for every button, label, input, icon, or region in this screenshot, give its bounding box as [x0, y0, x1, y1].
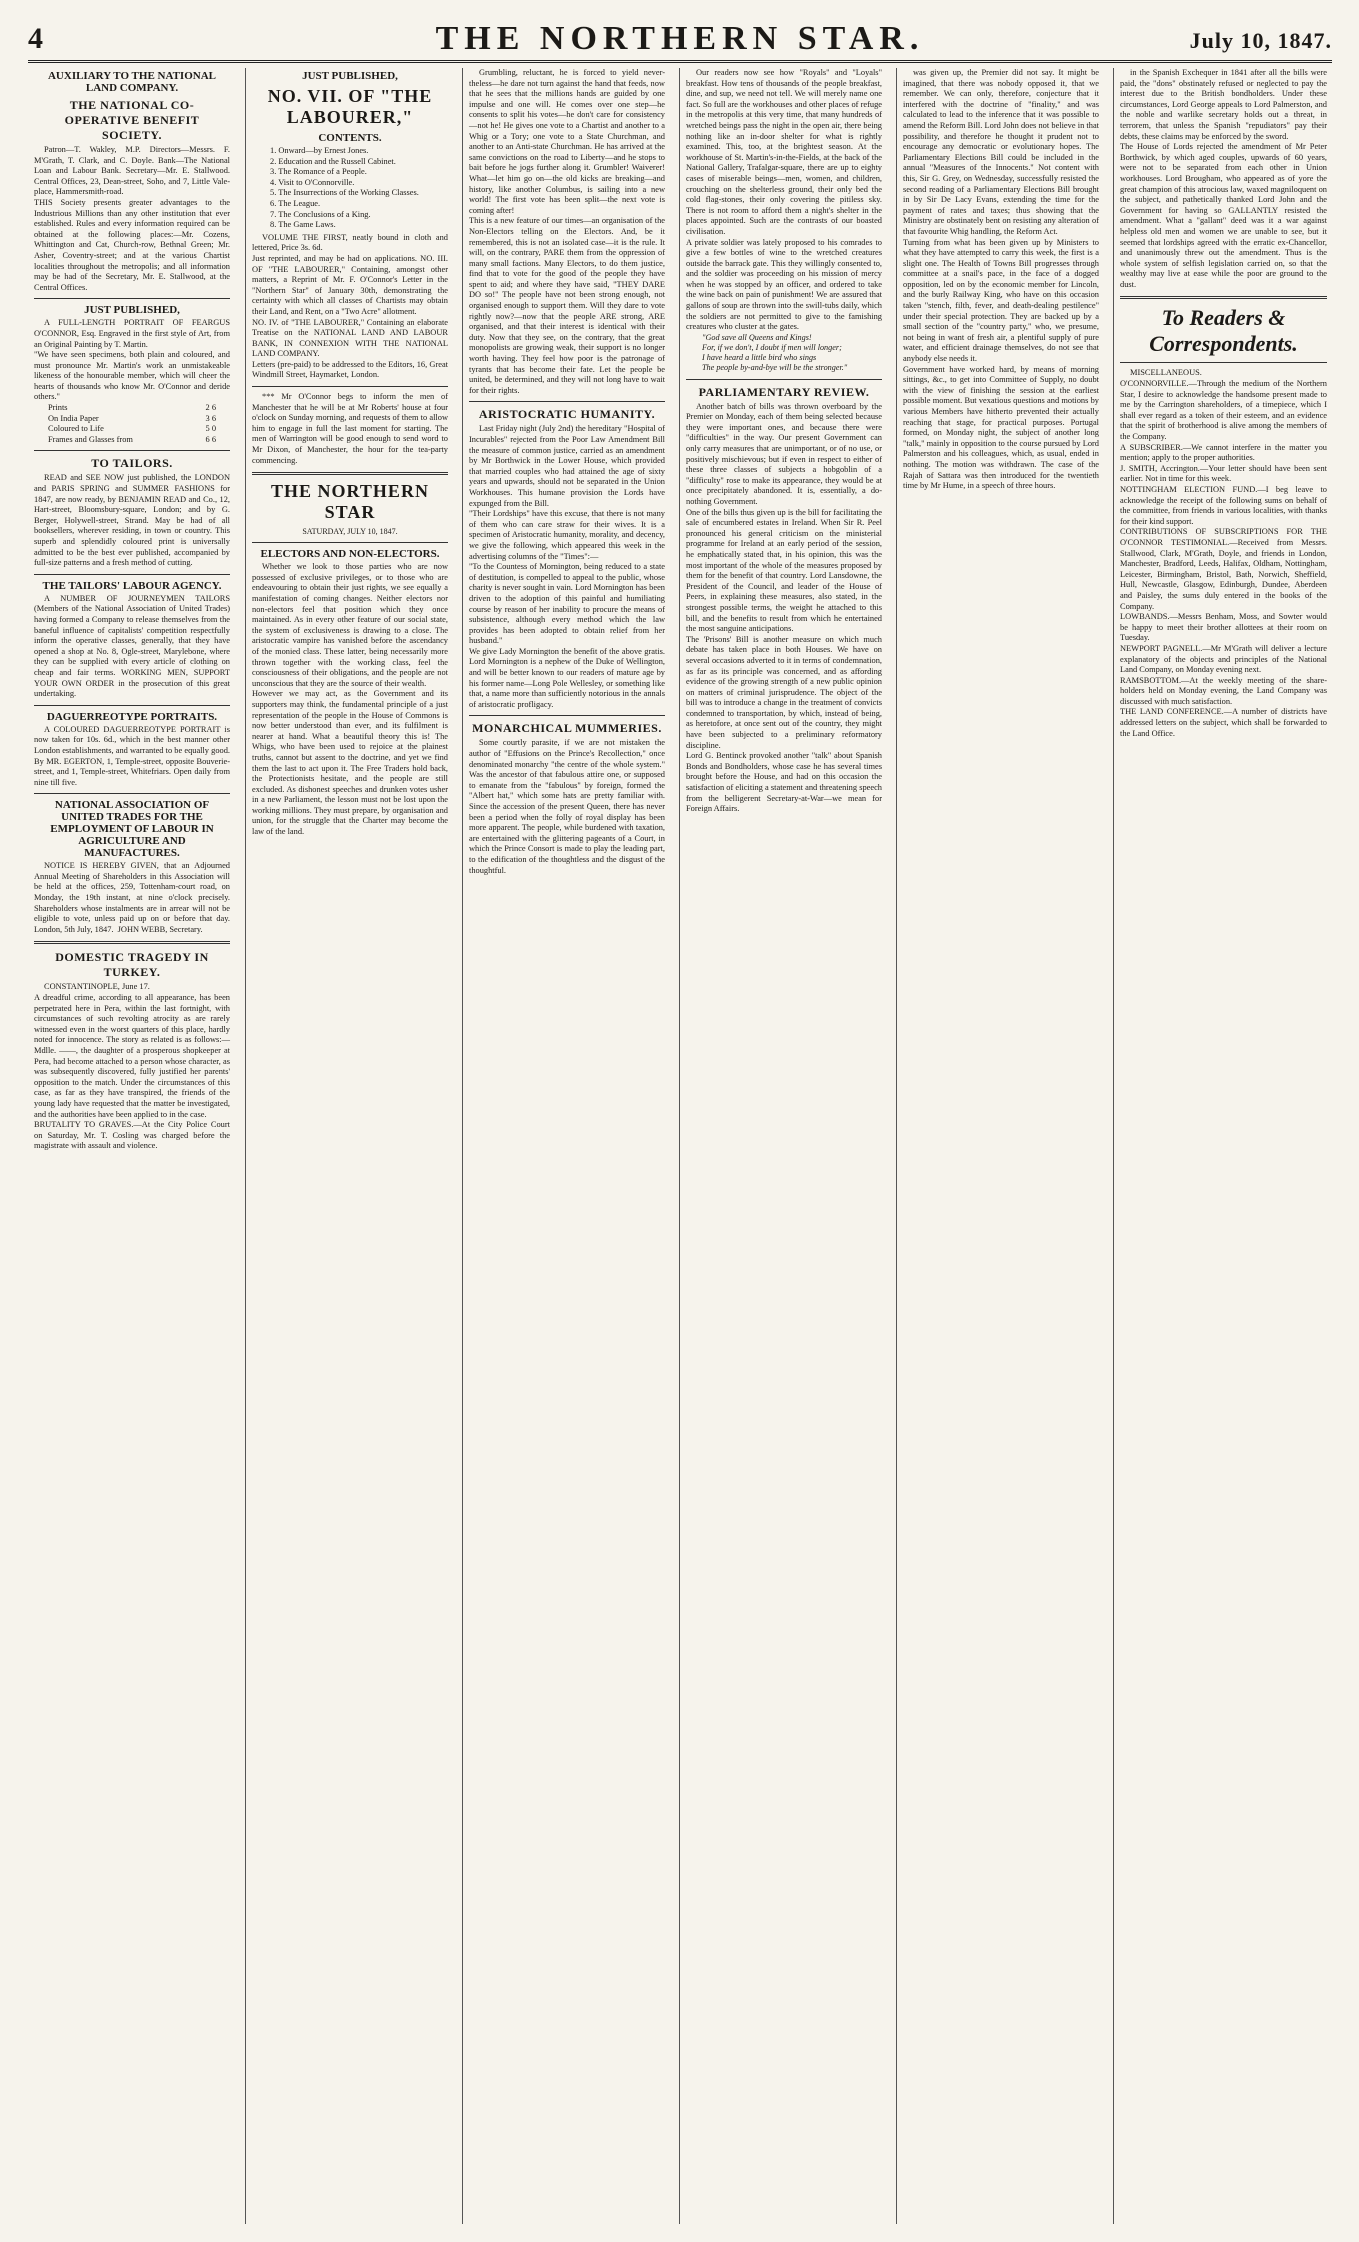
columns — [28, 68, 1332, 2224]
poem: "God save all Queens and Kings! For, if we don't, I doubt if men will longer; I have heard a little bird who sings The people by-and-bye will be the stronger." — [702, 332, 848, 373]
paper-date: SATURDAY, JULY 10, 1847. — [302, 527, 398, 537]
notice-body: *** Mr O'Connor begs to inform the men of Manchester that he will be at Mr Roberts' house at four o'clock on Sunday morning, and requests of them to allow him to engage in full the last moment for starting. The men of Warrington will be good enough to send word to Mr Dixon, of Manchester, the hour for the tea-party commencing. — [252, 392, 451, 465]
divider — [34, 941, 230, 944]
article-body: Grumbling, reluctant, he is forced to yield never-theless—he dare not turn against the hand that feeds, now that he sees that the millions hands are guided by one impulse and one will. He comes over one step—he consents to split his votes—he don't care for consistency—not he! He gives one vote to a Chartist and another to a Whig or a Tory; one vote to a State Churchman, and another to an Anti-state Churchman. He has arrived at the same convictions on the road to Liberty—and he stops to bait before he jogs further along it. Grumbler! Waiverer! What—let him go on—the old kicks are breaking—and history, like another Columbus, is sailing into a new world! The first vote has been split—the next vote is coming after! This is a new feature of our times—an organisation of the Non-Electors telling on the Electors. And, be it remembered, this is not an isolated case—it is the rule. It will, on the contrary, PARE them from the oppression of many small factions. Many Electors, to do them justice, find that to vote for the good of the people they have spent to aid; and where they have said, "THEY DARE DO so!" The people have not been strong enough, not organised enough to support them. Will they dare to vote rightly now?—now that the people ARE strong, ARE organised, and that their interest is identical with their duty. Now that they see, on the contrary, that the great monopolists are growing weak, their support is no longer worth having. They feel how poor is the patronage of tyrants that has become their fate. Let the people be united, be determined, and they will not long have to wait for their rights. — [469, 68, 665, 395]
monarchical-heading: MONARCHICAL MUMMERIES. — [472, 721, 662, 736]
price-row: On India Paper 3 6 — [48, 413, 216, 423]
newspaper-title: THE NORTHERN STAR. — [435, 20, 925, 57]
column-5 — [896, 68, 1105, 2224]
divider — [469, 715, 665, 716]
just-published-heading: JUST PUBLISHED, — [84, 304, 180, 317]
parliamentary-heading: PARLIAMENTARY REVIEW. — [698, 384, 870, 399]
tailors-heading: TO TAILORS. — [91, 456, 173, 471]
price-list — [34, 403, 230, 445]
aristocratic-heading: ARISTOCRATIC HUMANITY. — [478, 407, 656, 422]
daguerreotype-heading: DAGUERREOTYPE PORTRAITS. — [46, 710, 218, 723]
price-row: Prints 2 6 — [48, 403, 216, 413]
divider — [34, 450, 230, 451]
society-body: Patron—T. Wakley, M.P. Directors—Messrs. F. M'Grath, T. Clark, and C. Doyle. Bank—The National Loan and Labour Bank. Secretary—Mr. E. Stallwood. Central Offices, 23, Dean-street, Soho, and 7, Little Vale-place, Hammersmith-road. THIS Society presents greater advantages to the Industrious Millions than any other institution that ever established. Rules and every information required can be obtained at the following places:—Mr. Cozens, Whittington and Cat, Church-row, Bethnal Green; Mr. Asher, Coventry-street; and at the various Chartist localities throughout the metropolis; and all information may be had of the Secretary, Mr. E. Stallwood, at the Central Offices. — [34, 145, 230, 292]
divider — [252, 386, 448, 387]
contents-heading: CONTENTS. — [318, 132, 382, 144]
issue-date: July 10, 1847. — [1189, 28, 1332, 53]
price-row: Frames and Glasses from 6 6 — [48, 434, 216, 444]
column-2 — [245, 68, 454, 2224]
tailors-assoc-heading: THE TAILORS' LABOUR AGENCY. — [42, 579, 222, 592]
column-1 — [28, 68, 236, 2224]
paper-title: THE NORTHERN STAR — [271, 481, 429, 523]
divider — [252, 472, 448, 475]
volume-body: VOLUME THE FIRST, neatly bound in cloth and lettered, Price 3s. 6d. Just reprinted, and may be had on applications. NO. III. OF "THE LABOURER," Containing, amongst other matters, a Reprint of Mr. F. O'Connor's Letter in the "Northern Star" of January 30th, demonstrating the certainty with which all classes of Chartists may obtain their Land, and Rent, on a "Two Acre" allotment. NO. IV. of "THE LABOURER," Containing an elaborate Treatise on the NATIONAL LAND AND LABOUR BANK, IN CONNEXION WITH THE NATIONAL LAND COMPANY. Letters (pre-paid) to be addressed to the Editors, 16, Great Windmill Street, Haymarket, London. — [252, 232, 448, 380]
engraving-body: A FULL-LENGTH PORTRAIT OF FEARGUS O'CONNOR, Esq. Engraved in the first style of Art, from an Original Painting by T. Martin. "We have seen specimens, both plain and coloured, and must pronounce Mr. Martin's work an unmistakeable likeness of the honourable member, which will cheer the hearts of thousands who know Mr. O'Connor and deride others." — [34, 318, 230, 402]
list-item: 8. The Game Laws. — [270, 220, 336, 230]
aux-heading: AUXILIARY TO THE NATIONAL LAND COMPANY. — [47, 70, 216, 94]
divider — [252, 542, 448, 543]
page-number: 4 — [28, 22, 43, 55]
article-body: Our readers now see how "Royals" and "Loyals" breakfast. How tens of thousands of the people breakfast, dine, and sup, we need not tell. We will merely name one fact. So full are the workhouses and other places of refuge in the metropolis at this very time, that many hundreds of wretched beings pass the night in the open air, there being nothing like an in-door shelter for what is rightly examined. This, too, at the brightest season. At the workhouse of St. Martin's-in-the-Fields, at the back of the National Gallery, Trafalgar-square, there are up to eighty cases of miserable beings—men, women, and children, crouching on the shelterless ground, their only bed the cold flag-stones, their only covering the pitiless sky. There is not room to afford them a night's shelter in the places appointed. Such are the contrasts of our boasted civilisation. A private soldier was lately proposed to his comrades to give a few bottles of wine to the wretched creatures outside the barrack gate. This they willingly consented to, and the soldier was proceeding on his mission of mercy when he was stopped by an officer, and ordered to take the wine back on pain of punishment! We are assured that gallons of soup are thrown into the swill-tubs daily, which the soldiers are not permitted to give to the famishing creatures who cluster at the gates. — [686, 68, 882, 332]
correspondents-heading: To Readers & Correspondents. — [1149, 305, 1298, 357]
list-item: 1. Onward—by Ernest Jones. — [270, 146, 369, 155]
labourer-title: NO. VII. OF "THE LABOURER," — [267, 86, 433, 127]
masthead — [28, 18, 1332, 63]
newspaper-page — [28, 18, 1332, 2224]
divider — [34, 298, 230, 299]
column-3 — [462, 68, 671, 2224]
divider — [1120, 296, 1327, 299]
tailors-body: READ and SEE NOW just published, the LONDON and PARIS SPRING and SUMMER FASHIONS for 1847, are now ready, by BENJAMIN READ and Co., 12, Hart-street, Bloomsbury-square, London; and by G. Berger, Holywell-street, Strand. May be had of all booksellers, wherever residing, in town or country. This superb and splendidly coloured print is universally admitted to be the best ever published, accompanied by full-size patterns and a fresh method of cutting. — [34, 473, 233, 568]
divider — [1120, 362, 1327, 363]
national-assoc-heading: NATIONAL ASSOCIATION OF UNITED TRADES FOR THE EMPLOYMENT OF LABOUR IN AGRICULTURE AND MANUFACTURES. — [50, 799, 214, 860]
divider — [469, 401, 665, 402]
national-assoc-body: NOTICE IS HEREBY GIVEN, that an Adjourned Annual Meeting of Shareholders in this Association will be held at the offices, 259, Tottenham-court road, on Monday, the 19th instant, at nine o'clock precisely. Shareholders whose instalments are in arrear will not be eligible to vote, unless paid up on or before that day. London, 5th July, 1847. JOHN WEBB, Secretary. — [34, 861, 233, 934]
article-body: was given up, the Premier did not say. It might be imagined, that there was nobody opposed it, that we remember. We can only, therefore, conjecture that it interfered with the doctrine of "finality," and was calculated to lead to the inference that it was possible to amend the Reform Bill. Lord John does not believe in that possibility, and therefore he thought it prudent not to encourage any democratic or evolutionary hopes. The Parliamentary Elections Bill could be included in the annual "Measures of the Innocents." Not content with this, Sir G. Grey, on Wednesday, successfully resisted the second reading of a Parliamentary Elections Bill brought in by Sir De Lacy Evans, extending the time for the payment of rates and taxes; thus showing that the Ministry are obstinately bent on resisting any alteration of that favourite Whig handling, the Reform Act. Turning from what has been given up by Ministers to what they have attempted to carry this week, the first is a slight one. The Health of Towns Bill progresses through committee at a snail's pace, in the face of a dogged opposition, led on by the economic member for Lincoln, and the burly Railway King, who have on this occasion taken "stench, filth, fever, and death-dealing pestilence" under their special protection. They are backed up by a small section of the "country party," who, we presume, not being in want of fresh air, a plentiful supply of pure water, and efficient drainage themselves, do not see that anybody else needs it. Government have worked hard, by means of morning sittings, &c., to get into Committee of Supply, no doubt with the view of finishing the session at the earliest possible moment. But vexatious questions and motions by various Members have hitherto prevented their actually reaching that stage, for practical purposes. Portugal formed, on Monday night, the subject of another long "talk," mainly in opposition to the course pursued by Lord Palmerston and his colleagues, which, as usual, ended in nothing. The motion was withdrawn. The case of the Rajah of Sattara was then introduced for the twentieth time by Mr Hume, in a speech of three hours. — [903, 68, 1099, 491]
tailors-assoc-body: A NUMBER OF JOURNEYMEN TAILORS (Members of the National Association of United Trades) having formed a Company to release themselves from the baneful influence of capitalists' competition respectfully inform the operative classes, generally, that they have opened a shop at No. 8, Ogle-street, Marylebone, where they can be supplied with every article of clothing on cheap and fair terms. WORKING MEN, SUPPORT YOUR OWN ORDER in the prosecution of this great undertaking. — [34, 593, 233, 699]
aristocratic-body: Last Friday night (July 2nd) the hereditary "Hospital of Incurables" rejected from the Poor Law Amendment Bill the measure of common justice, carried as an amendment by Mr Borthwick in the Lower House, which provided that married couples who had attained the age of sixty years and upwards, should not be separated in the Union Workhouses. This humane provision the Lords have expunged from the Bill. "Their Lordships" have this excuse, that there is not many of them who can care straw for their wives. It is a specimen of Aristocratic humanity, morality, and decency, we give the following, which appeared this week in the advertising columns of the "Times":— "To the Countess of Mornington, being reduced to a state of destitution, is compelled to appeal to the public, whose charity is never sought in vain. Lord Mornington has been driven to the adoption of this painful and humiliating course by reason of her inability to procure the means of subsistence, although every method which the law provides has been adopted to obtain relief from her husband." We give Lady Mornington the benefit of the above gratis. Lord Mornington is a nephew of the Duke of Wellington, and will be better known to our readers of mature age by his former name—Long Pole Wellesley, or something like that, a name more than sufficiently notorious in the annals of aristocratic profligacy. — [469, 424, 665, 709]
electors-heading: ELECTORS AND NON-ELECTORS. — [260, 548, 440, 561]
daguerreotype-body: A COLOURED DAGUERREOTYPE PORTRAIT is now taken for 10s. 6d., which in the best manner other London establishments, and warranted to be equally good. By MR. EGERTON, 1, Temple-street, opposite Bouverie-street, and 1, Temple-street, Whitefriars. Open daily from nine till five. — [34, 724, 233, 787]
list-item: 5. The Insurrections of the Working Classes. — [270, 188, 419, 198]
column-4 — [679, 68, 888, 2224]
correspondents-body: MISCELLANEOUS. O'CONNORVILLE.—Through the medium of the Northern Star, I desire to acknowledge the handsome present made to me by the Carrington shareholders, of a timepiece, which I shall ever regard as a token of their esteem, and an evidence that the spirit of brotherhood is alive among the members of the Company. A SUBSCRIBER.—We cannot interfere in the matter you mention; apply to the proper authorities. J. SMITH, Accrington.—Your letter should have been sent earlier. Not in time for this week. NOTTINGHAM ELECTION FUND.—I beg leave to acknowledge the receipt of the following sums on behalf of the committee, from friends in various localities, with thanks for their kind support. CONTRIBUTIONS OF SUBSCRIPTIONS FOR THE O'CONNOR TESTIMONIAL.—Received from Messrs. Stallwood, Clark, M'Grath, Doyle, and friends in London, Manchester, Bradford, Leeds, Halifax, Oldham, Nottingham, Leicester, Birmingham, Bristol, Bath, Norwich, Sheffield, Hull, Newcastle, Glasgow, Edinburgh, Dundee, Aberdeen and Paisley, the sums duly entered in the books of the Company. LOWBANDS.—Messrs Benham, Moss, and Sowter would be happy to meet their brother allottees at their room on Tuesday. NEWPORT PAGNELL.—Mr M'Grath will deliver a lecture explanatory of the objects and principles of the National Land Company, on Monday evening next. RAMSBOTTOM.—At the weekly meeting of the share-holders held on Monday evening, the Land Company was discussed with much satisfaction. THE LAND CONFERENCE.—A number of districts have addressed letters on the subject, which shall be forwarded to the Land Office. — [1120, 368, 1327, 738]
list-item: 7. The Conclusions of a King. — [270, 209, 371, 219]
article-body: in the Spanish Exchequer in 1841 after all the bills were paid, the "dons" obstinately refused or neglected to pay the interest due to the British bondholders. Under these circumstances, Lord George appeals to Lord Palmerston, and the noble and warlike secretary holds out a threat, in terrorem, that unless the Spanish "repudiators" pay their debts, these claims may be enforced by the sword. The House of Lords rejected the amendment of Mr Peter Borthwick, by which aged couples, upwards of 60 years, were not to be separated from each other in Union workhouses. Lord Brougham, who appeared as of yore the great champion of this atrocious law, waxed magniloquent on the subject, and pathetically thanked Lord John and the Government for having so GALLANTLY resisted the amendment. What a "gallant" deed was it a war against helpless old men and women we are unable to see, but it seemed that lordships agreed with the erratic ex-Chancellor, and unanimously threw out the amendment. Thus is the whole system of selfish legislation carried on, so that the wealthy may live at ease while the poor are ground to the dust. — [1120, 68, 1327, 289]
divider — [34, 705, 230, 706]
divider — [34, 574, 230, 575]
list-item: 2. Education and the Russell Cabinet. — [270, 156, 396, 166]
divider — [686, 379, 882, 380]
society-heading: THE NATIONAL CO-OPERATIVE BENEFIT SOCIETY. — [64, 98, 200, 142]
column-6 — [1113, 68, 1333, 2224]
monarchical-body: Some courtly parasite, if we are not mistaken the author of "Effusions on the Prince's Recollection," once denominated monarchy "the centre of the whole system." Was the ancestor of that fabulous attire one, or supposed to emanate from the "fabulous" by foreign, formed the "Albert hat," which some hats are pretty familiar with. Since the accession of the present Queen, there has never been a period when the folly of royal display has been more apparent. The people, while burdened with taxation, are entertained with the glittering pageants of a Court, in which the Prince Consort is made to play the leading part, to the edification of the thoughtless and the disgust of the thoughtful. — [469, 738, 668, 875]
list-item: 6. The League. — [270, 198, 321, 208]
divider — [34, 793, 230, 794]
list-item: 4. Visit to O'Connorville. — [270, 177, 355, 187]
list-item: 3. The Romance of a People. — [270, 167, 367, 177]
tragedy-heading: DOMESTIC TRAGEDY IN TURKEY. — [55, 950, 209, 980]
price-row: Coloured to Life 5 0 — [48, 424, 216, 434]
tragedy-body: CONSTANTINOPLE, June 17. A dreadful crime, according to all appearance, has been perpetrated here in Pera, within the last fortnight, with circumstances of such revolting atrocity as are rarely witnessed even in the worst quarters of this place, hardly noted for innocence. The story as related is as follows:—Mdlle. ——, the daughter of a prosperous shopkeeper at Pera, had become attached to a person whose character, as was subsequently discovered, fully justified her parents' opposition to the match. Under the circumstances of this case, as far as they have transpired, the friends of the young lady have requested that the matter be investigated, and the authorities have been applied to in the case. BRUTALITY TO GRAVES.—At the City Police Court on Saturday, Mr. T. Cosling was charged before the magistrate with assault and violence. — [34, 982, 230, 1151]
parliamentary-body: Another batch of bills was thrown overboard by the Premier on Monday, each of them being selected because they were important ones, and because there were "difficulties" in the way. Our present Government can only carry measures that are unimportant, or of no use, or positively mischievous; but if even in respect to either of these three classes of subjects a hobgoblin of a "difficulty" rose to make its appearance, they would be at once precipitately abandoned. It is, essentially, a do-nothing Government. One of the bills thus given up is the bill for facilitating the sale of encumbered estates in Ireland. When Sir R. Peel pronounced his general criticism on the ministerial programme for Ireland at an early period of the session, he emphatically stated that, in his opinion, this was the most important of the whole of the measures proposed by them for the benefit of that country. Lord Lansdowne, the President of the Council, and leader of the House of Peers, in explaining these measures, also stated, in the strongest possible terms, the weight he attached to this bill, and the benefits to result from which he entertained the most sanguine anticipations. The 'Prisons' Bill is another measure on which much debate has taken place in both Houses. We have on several occasions adverted to it in terms of condemnation, as far as its principle was concerned, and as affording evidence of the growing strength of a new public opinion on matters of criminal jurisprudence. The object of the bill was to introduce a change in the treatment of convicts condemned to transportation, by which, instead of being, as heretofore, at once sent out of the country, they might have been subjected to a preliminary reformatory discipline. Lord G. Bentinck provoked another "talk" about Spanish Bonds and Bondholders, whose case he has several times brought before the House, and had on this occasion the satisfaction of eliciting a statement and threatening speech from the belligerent Secretary-at-War—we mean for Foreign Affairs. — [686, 401, 882, 814]
just-published-heading: JUST PUBLISHED, — [302, 70, 398, 82]
electors-body: Whether we look to those parties who are now possessed of exclusive privileges, or to those who are endeavouring to obtain their just rights, we see equally a manifestation of coming changes. Neither electors nor non-electors feel that position which they once maintained. As in every other feature of our social state, the system of exclusiveness is drawing to a close. The aristocratic vampire has vanished before the ascendancy of the monied class. These latter, being necessarily more thrown together with the working class, feel the consciousness of their obligations, and the people are not unconscious that they are the source of their wealth. However we may act, as the Government and its supporters may think, the fundamental principle of a just representation of the people in the House of Commons is now better understood than ever, and its fulfilment is nearer at hand. What a beautiful theory this is! The Whigs, who have been used to rejoice at the plainest truths, cannot but assent to the doctrine, and yet we find them the last to act upon it. The Free Traders hold back, the Protectionists hesitate, and the people are still excluded. As dishonest speeches and drunken votes usher in a new Parliament, the lesson must not be lost upon the working millions. They must prepare, by organisation and union, for the struggle that the Charter may become the law of the land. — [252, 562, 448, 837]
contents-list — [270, 146, 448, 231]
